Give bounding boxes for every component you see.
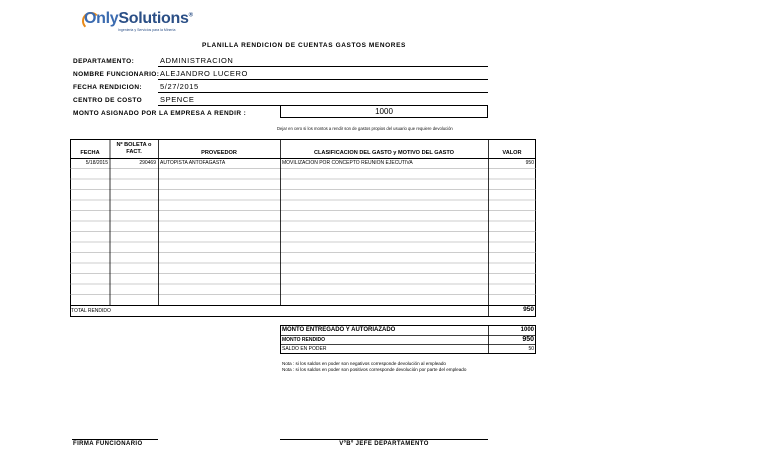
expense-table: [70, 139, 536, 317]
summary-rendido-label: MONTO RENDIDO: [282, 337, 325, 343]
summary-box: [280, 325, 536, 354]
row-1-proveedor: AUTOPISTA ANTOFAGASTA: [160, 160, 226, 166]
document-title: PLANILLA RENDICION DE CUENTAS GASTOS MENORES: [202, 42, 406, 49]
note-negative-balance: Nota : si los saldos en poder son negativos corresponde devolución al empleado: [282, 361, 446, 366]
cost-center-underline: [158, 105, 280, 106]
report-date-label: FECHA RENDICION:: [73, 84, 142, 91]
cost-center-value: SPENCE: [160, 95, 195, 104]
report-date-value: 5/27/2015: [160, 82, 199, 91]
department-label: DEPARTAMENTO:: [73, 58, 135, 65]
note-positive-balance: Nota : si los saldos en poder son positivos corresponde devolución por parte del empleado: [282, 367, 467, 372]
logo-text: OnlySolutions®: [84, 10, 193, 27]
row-1-boleta: 290469: [139, 160, 156, 166]
summary-entregado-label: MONTO ENTREGADO Y AUTORIAZADO: [282, 327, 396, 333]
report-date-underline: [158, 92, 488, 93]
header-clasificacion: CLASIFICACION DEL GASTO y MOTIVO DEL GASTO: [313, 150, 455, 156]
employee-signature-line: [72, 439, 158, 440]
row-1-valor: 950: [525, 160, 534, 166]
header-proveedor: PROVEEDOR: [201, 150, 237, 156]
row-1-clasificacion: MOVILIZACION POR CONCEPTO REUNION EJECUTIVA: [282, 160, 413, 166]
header-boleta-line2: FACT.: [126, 149, 142, 155]
company-logo: [84, 10, 194, 40]
total-rendido-value: 950: [523, 306, 534, 313]
employee-name-underline: [158, 79, 488, 80]
employee-name-label: NOMBRE FUNCIONARIO:: [73, 71, 160, 78]
logo-tagline: Ingenieria y Servicios para la Mineria: [118, 28, 176, 32]
header-valor: VALOR: [502, 150, 522, 156]
department-value: ADMINISTRACION: [160, 56, 234, 65]
cost-center-label: CENTRO DE COSTO: [73, 97, 143, 104]
summary-saldo-value: 50: [528, 346, 534, 352]
boss-signature-line: [280, 439, 488, 440]
summary-saldo-label: SALDO EN PODER: [282, 346, 327, 352]
assigned-amount-value: 1000: [280, 105, 488, 118]
header-boleta-line1: Nº BOLETA o: [116, 142, 152, 148]
assigned-amount-label: MONTO ASIGNADO POR LA EMPRESA A RENDIR :: [73, 110, 247, 117]
header-fecha: FECHA: [80, 150, 100, 156]
employee-name-value: ALEJANDRO LUCERO: [160, 69, 248, 78]
summary-entregado-value: 1000: [520, 327, 534, 333]
employee-signature-label: FIRMA FUNCIONARIO: [73, 441, 143, 447]
zero-amount-note: Dejar en cero si los montos a rendir son de gastos propios del usuario que requiere devolución: [277, 126, 453, 131]
department-underline: [158, 66, 488, 67]
total-rendido-label: TOTAL RENDIDO: [71, 308, 111, 314]
row-1-fecha: 5/18/2015: [85, 160, 108, 166]
boss-signature-label: VºBº JEFE DEPARTAMENTO: [339, 441, 429, 447]
summary-rendido-value: 950: [522, 336, 534, 343]
